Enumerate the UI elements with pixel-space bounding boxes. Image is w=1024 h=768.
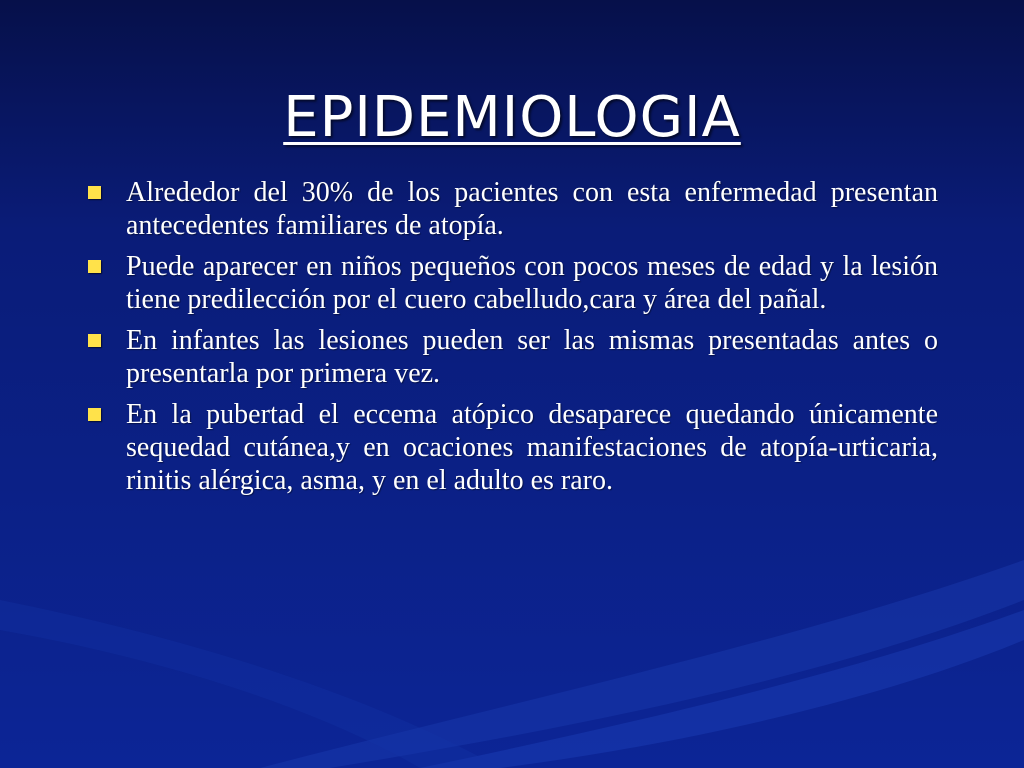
bullet-text: Puede aparecer en niños pequeños con pocos meses de edad y la lesión tiene predilección por el cuero cabelludo,cara y área del pañal. [126,251,938,315]
bullet-item [88,250,938,316]
bullet-text: Alrededor del 30% de los pacientes con esta enfermedad presentan antecedentes familiares de atopía. [126,177,938,241]
bullet-item [88,324,938,390]
square-bullet-icon [88,334,101,347]
square-bullet-icon [88,186,101,199]
bullet-text: En la pubertad el eccema atópico desaparece quedando únicamente sequedad cutánea,y en ocaciones manifestaciones de atopía-urticaria, rinitis alérgica, asma, y en el adulto es raro. [126,399,938,496]
bullet-item [88,398,938,497]
slide-title: EPIDEMIOLOGIA [283,85,741,150]
bullet-list [88,176,938,505]
bullet-item [88,176,938,242]
square-bullet-icon [88,260,101,273]
square-bullet-icon [88,408,101,421]
bullet-text: En infantes las lesiones pueden ser las mismas presentadas antes o presentarla por primera vez. [126,325,938,389]
